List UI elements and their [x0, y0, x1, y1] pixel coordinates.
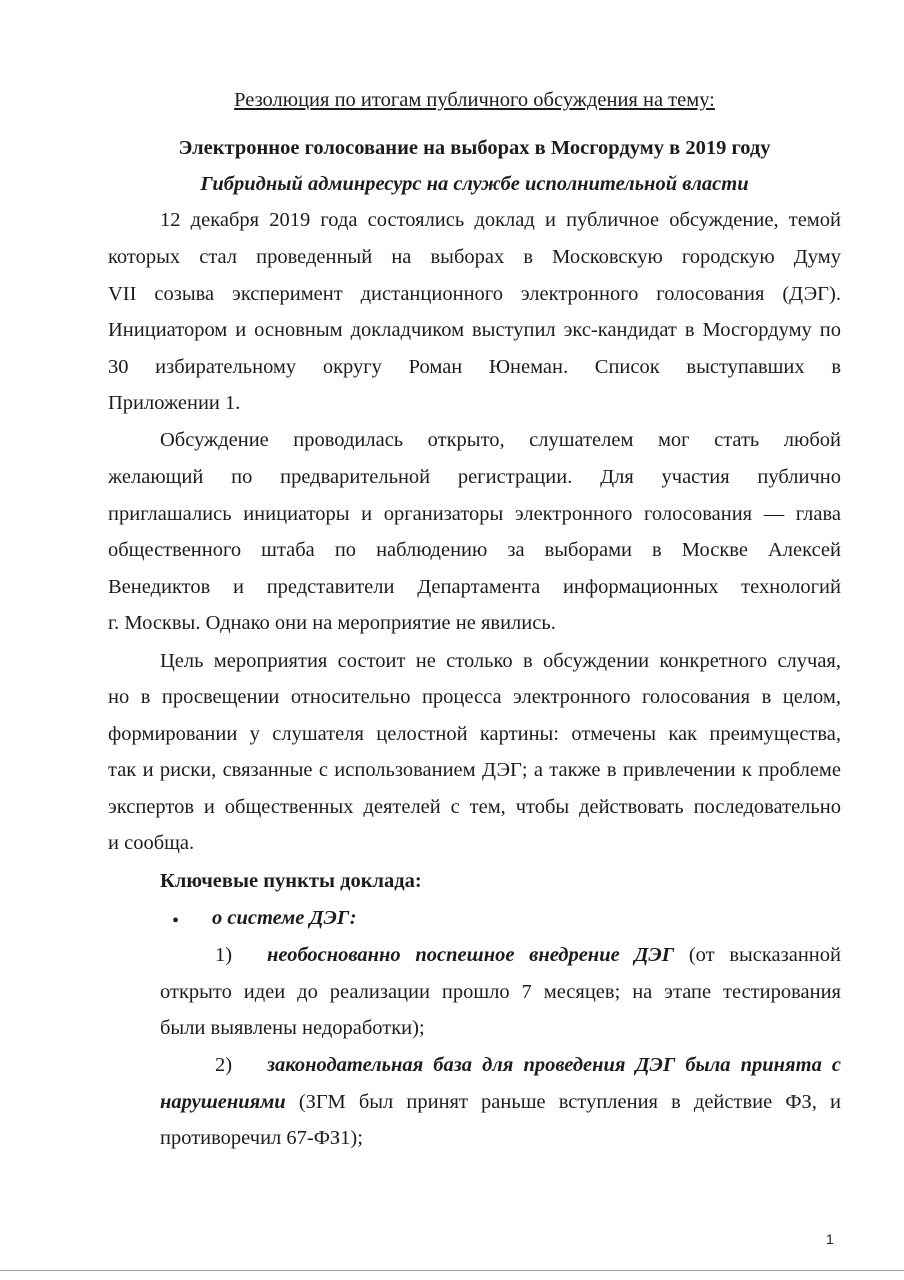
- paragraph-line: желающий по предварительной регистрации. Для участия публично: [108, 466, 841, 488]
- document-title: Электронное голосование на выборах в Мосгордуму в 2019 году: [178, 137, 771, 159]
- scan-edge-divider: [0, 1270, 904, 1271]
- paragraph-line: так и риски, связанные с использованием ДЭГ; а также в привлечении к проблеме: [108, 759, 841, 781]
- item-first-line: [267, 943, 841, 967]
- paragraph-line: 12 декабря 2019 года состоялись доклад и публичное обсуждение, темой: [160, 209, 841, 231]
- paragraph-line: общественного штаба по наблюдению за выборами в Москве Алексей: [108, 539, 841, 561]
- paragraph-line: и сообща.: [108, 832, 195, 854]
- paragraph-line: приглашались инициаторы и организаторы электронного голосования — глава: [108, 503, 841, 525]
- paragraph-line: г. Москвы. Однако они на мероприятие не явились.: [108, 612, 556, 634]
- paragraph-line: Приложении 1.: [108, 392, 241, 414]
- paragraph-line: 30 избирательному округу Роман Юнеман. Список выступавших в: [108, 356, 841, 378]
- resolution-header: Резолюция по итогам публичного обсуждения на тему:: [234, 89, 715, 111]
- key-points-heading: Ключевые пункты доклада:: [160, 870, 422, 892]
- paragraph-line: Обсуждение проводилась открыто, слушателем мог стать любой: [160, 429, 841, 451]
- bullet-icon: •: [172, 910, 180, 932]
- item-emphasis: нарушениями: [160, 1091, 286, 1113]
- paragraph-line: открыто идеи до реализации прошло 7 месяцев; на этапе тестирования: [160, 981, 841, 1003]
- paragraph-line: Цель мероприятия состоит не столько в обсуждении конкретного случая,: [160, 650, 841, 672]
- paragraph-line: которых стал проведенный на выборах в Московскую городскую Думу: [108, 246, 841, 268]
- item-text: (от высказанной: [688, 944, 841, 966]
- paragraph-line: но в просвещении относительно процесса электронного голосования в целом,: [108, 686, 841, 708]
- item-text: (ЗГМ был принят раньше вступления в действие ФЗ, и: [298, 1091, 841, 1113]
- paragraph-line: экспертов и общественных деятелей с тем, чтобы действовать последовательно: [108, 796, 841, 818]
- paragraph-line: противоречил 67-ФЗ1);: [160, 1127, 363, 1149]
- bullet-title: о системе ДЭГ:: [212, 907, 357, 929]
- paragraph-line: были выявлены недоработки);: [160, 1017, 425, 1039]
- page-number: 1: [826, 1231, 834, 1247]
- document-subtitle: Гибридный админресурс на службе исполнительной власти: [200, 173, 749, 195]
- item-number: 2): [215, 1054, 233, 1076]
- item-number: 1): [215, 944, 233, 966]
- paragraph-line: формировании у слушателя целостной картины: отмечены как преимущества,: [108, 723, 841, 745]
- paragraph-line: Венедиктов и представители Департамента информационных технологий: [108, 576, 841, 598]
- item-emphasis: необоснованно поспешное внедрение ДЭГ: [267, 944, 675, 966]
- paragraph-line: Инициатором и основным докладчиком выступил экс-кандидат в Мосгордуму по: [108, 319, 841, 341]
- paragraph-line: VII созыва эксперимент дистанционного электронного голосования (ДЭГ).: [108, 283, 841, 305]
- item-second-line: [160, 1090, 841, 1114]
- item-emphasis: законодательная база для проведения ДЭГ была принята с: [267, 1054, 841, 1076]
